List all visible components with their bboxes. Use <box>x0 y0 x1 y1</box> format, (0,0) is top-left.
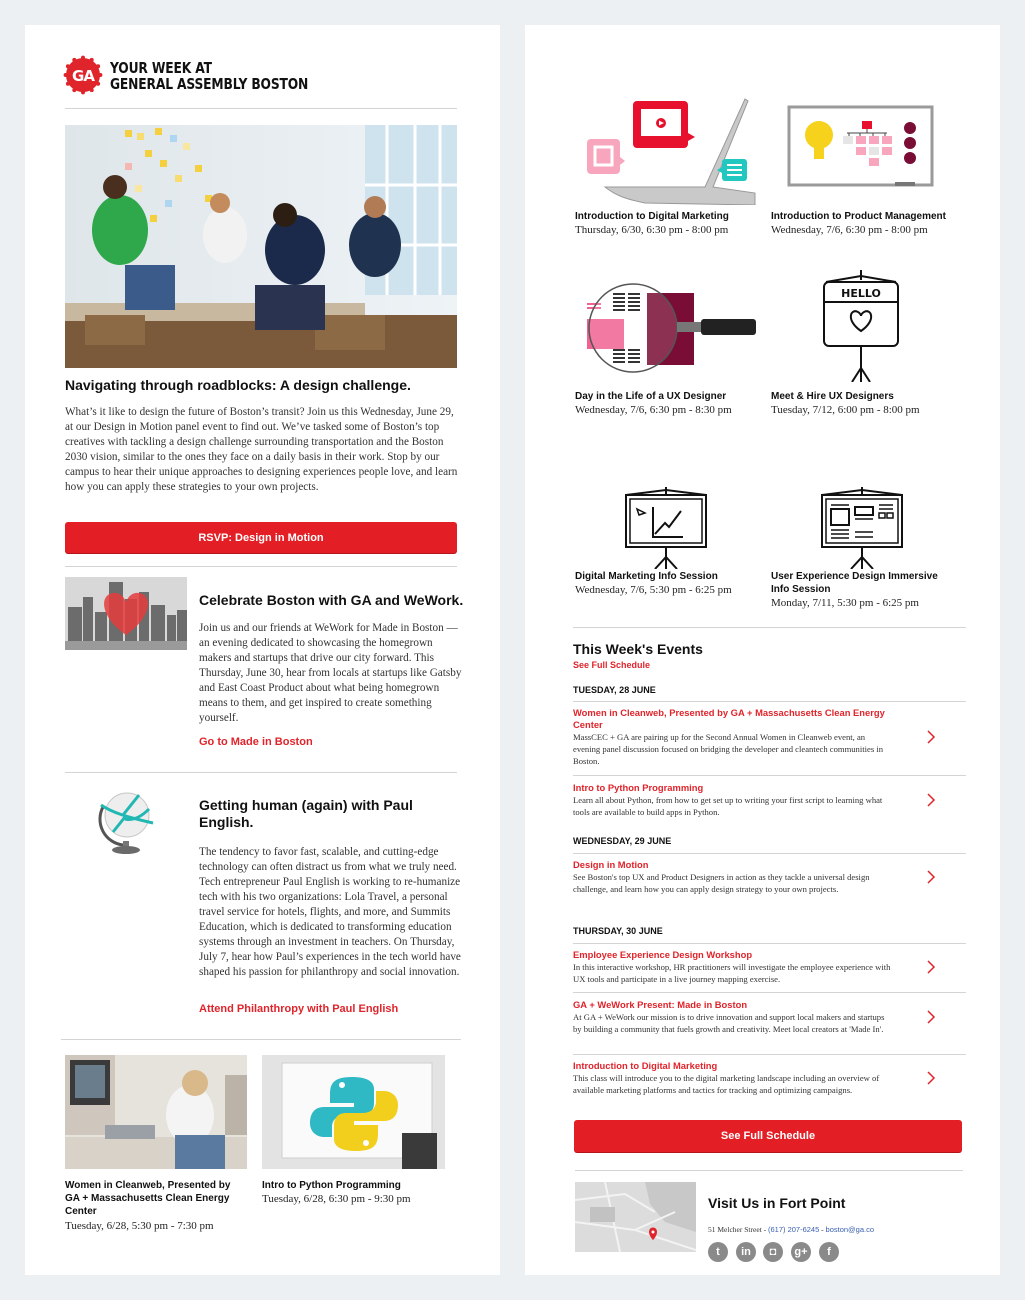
divider <box>61 1039 461 1040</box>
featured-event-title[interactable]: Introduction to Product Management <box>771 211 946 222</box>
featured-event-title[interactable]: Day in the Life of a UX Designer <box>575 391 727 402</box>
feature-body: What’s it like to design the future of Boston’s transit? Join us this Wednesday, June 29, at our Design in Motion panel event to find out. We’ve tasked some of Boston’s top creatives with tackling a design challenge surrounding transportation and the Boston 2030 vision, similar to the ones they face on a daily basis in their work. Stop by our campus to hear their unique approaches to designing experiences people love, and learn how you can apply these strategies to your own projects. <box>65 406 458 493</box>
rsvp-design-in-motion-button[interactable]: RSVP: Design in Motion <box>65 522 457 553</box>
svg-text:GA: GA <box>72 67 94 85</box>
event-title[interactable]: Employee Experience Design Workshop <box>573 949 753 960</box>
header-title-line2: GENERAL ASSEMBLY BOSTON <box>110 75 309 93</box>
day-heading: THURSDAY, 30 JUNE <box>573 926 663 936</box>
right-column <box>525 25 1000 1275</box>
python-logo-photo[interactable] <box>262 1055 445 1169</box>
left-column <box>25 25 500 1275</box>
day-heading: WEDNESDAY, 29 JUNE <box>573 836 672 846</box>
boston-skyline-heart-thumbnail[interactable] <box>65 577 187 650</box>
women-in-cleanweb-photo[interactable] <box>65 1055 247 1169</box>
go-to-made-in-boston-link[interactable]: Go to Made in Boston <box>199 736 313 748</box>
divider <box>573 627 966 628</box>
event-description: At GA + WeWork our mission is to drive innovation and support local makers and startups by building a community that fuels growth and creativity. Meet local creators at 'Made In'. <box>573 1012 885 1034</box>
story-body-made-in-boston: Join us and our friends at WeWork for Made in Boston — an evening dedicated to showcasing the homegrown makers and startups that drive our city forward. This Thursday, June 30, hear from locals at startups like Gatsby and East Coast Product about what being homegrown means to them, and get inspired to create something yourself. <box>199 622 462 724</box>
featured-event-title[interactable]: Digital Marketing Info Session <box>575 571 718 582</box>
contact-line: 51 Melcher Street - (617) 207-6245 - boston@ga.co <box>708 1225 875 1234</box>
header-title-line1: YOUR WEEK AT <box>110 59 212 77</box>
event-row[interactable] <box>573 1060 966 1096</box>
divider <box>573 701 966 702</box>
chevron-right-icon[interactable] <box>926 1009 936 1025</box>
day-heading: TUESDAY, 28 JUNE <box>573 685 656 695</box>
event-title[interactable]: Introduction to Digital Marketing <box>573 1060 718 1071</box>
svg-text:HELLO: HELLO <box>841 287 881 300</box>
event-row[interactable] <box>573 999 966 1035</box>
hello-easel-icon[interactable] <box>820 270 902 382</box>
featured-event-date: Wednesday, 7/6, 6:30 pm - 8:00 pm <box>771 224 928 236</box>
attend-philanthropy-link[interactable]: Attend Philanthropy with Paul English <box>199 1003 399 1015</box>
laptop-chat-icon[interactable] <box>585 95 760 205</box>
linkedin-icon[interactable]: in <box>736 1242 756 1262</box>
featured-event-title[interactable]: Meet & Hire UX Designers <box>771 391 894 402</box>
event-row[interactable] <box>573 949 966 985</box>
event-description: MassCEC + GA are pairing up for the Second Annual Women in Cleanweb event, an evening panel discussion focused on bridging the developer and cleantech communities in Boston. <box>573 732 884 766</box>
address: 51 Melcher Street <box>708 1225 762 1234</box>
header-title <box>110 60 308 92</box>
see-full-schedule-button[interactable]: See Full Schedule <box>574 1120 962 1152</box>
divider <box>573 853 966 854</box>
ga-logo-icon <box>63 55 103 95</box>
event-description: In this interactive workshop, HR practitioners will investigate the employee experience with UX tools and participate in a live journey mapping exercise. <box>573 962 891 984</box>
chevron-right-icon[interactable] <box>926 729 936 745</box>
featured-event-date: Wednesday, 7/6, 5:30 pm - 6:25 pm <box>575 584 732 596</box>
card-title-women-in-cleanweb[interactable]: Women in Cleanweb, Presented by GA + Massachusetts Clean Energy Center <box>65 1180 231 1217</box>
magnifying-glass-icon[interactable] <box>585 275 760 385</box>
divider <box>575 1170 963 1171</box>
story-title-made-in-boston: Celebrate Boston with GA and WeWork. <box>199 592 464 608</box>
instagram-icon[interactable]: ◘ <box>763 1242 783 1262</box>
divider <box>573 943 966 944</box>
story-body-paul-english: The tendency to favor fast, scalable, and cutting-edge technology can often distract us from what we truly need. Tech entrepreneur Paul English is working to re-humanize tech with his two organizations: Lola Travel, a personal travel service for hotels, flights, and more, and Summits Education, which is dedicated to transforming education systems through an investment in teachers. On Thursday, July 7, hear how Paul’s experiences in the tech world have shaped his passion for philanthropy and social innovation. <box>199 846 461 978</box>
phone-link[interactable]: (617) 207-6245 <box>767 1225 820 1234</box>
featured-event-date: Wednesday, 7/6, 6:30 pm - 8:30 pm <box>575 404 732 416</box>
chevron-right-icon[interactable] <box>926 959 936 975</box>
featured-event-date: Monday, 7/11, 5:30 pm - 6:25 pm <box>771 597 919 609</box>
featured-event-title[interactable]: User Experience Design Immersive Info Session <box>771 571 938 595</box>
chevron-right-icon[interactable] <box>926 792 936 808</box>
feature-title: Navigating through roadblocks: A design challenge. <box>65 377 411 393</box>
easel-chart-icon[interactable] <box>625 487 707 569</box>
facebook-icon[interactable]: f <box>819 1242 839 1262</box>
google-plus-icon[interactable]: g+ <box>791 1242 811 1262</box>
event-row[interactable] <box>573 782 966 818</box>
see-full-schedule-link[interactable]: See Full Schedule <box>573 660 651 670</box>
divider <box>65 772 457 773</box>
whiteboard-lightbulb-icon[interactable] <box>787 105 937 187</box>
event-title[interactable]: GA + WeWork Present: Made in Boston <box>573 999 748 1010</box>
event-row[interactable] <box>573 707 966 767</box>
card-date-python: Tuesday, 6/28, 6:30 pm - 9:30 pm <box>262 1193 411 1205</box>
fort-point-map[interactable] <box>575 1182 696 1252</box>
footer-title: Visit Us in Fort Point <box>708 1195 846 1211</box>
hero-photo[interactable] <box>65 125 457 368</box>
event-title[interactable]: Intro to Python Programming <box>573 782 704 793</box>
schedule-title: This Week's Events <box>573 641 703 657</box>
chevron-right-icon[interactable] <box>926 1070 936 1086</box>
chevron-right-icon[interactable] <box>926 869 936 885</box>
event-title[interactable]: Women in Cleanweb, Presented by GA + Massachusetts Clean Energy Center <box>573 707 885 730</box>
card-date-women-in-cleanweb: Tuesday, 6/28, 5:30 pm - 7:30 pm <box>65 1220 214 1232</box>
twitter-icon[interactable]: t <box>708 1242 728 1262</box>
divider <box>65 566 457 567</box>
divider <box>573 775 966 776</box>
card-title-python[interactable]: Intro to Python Programming <box>262 1180 401 1191</box>
event-description: See Boston's top UX and Product Designers in action as they tackle a universal design challenge, and learn how you can apply design strategy to your own projects. <box>573 872 870 894</box>
globe-thumbnail[interactable] <box>93 787 157 857</box>
featured-event-date: Thursday, 6/30, 6:30 pm - 8:00 pm <box>575 224 729 236</box>
easel-wireframe-icon[interactable] <box>821 487 903 569</box>
event-title[interactable]: Design in Motion <box>573 859 649 870</box>
featured-event-title[interactable]: Introduction to Digital Marketing <box>575 211 729 222</box>
email-link[interactable]: boston@ga.co <box>825 1225 875 1234</box>
event-description: Learn all about Python, from how to get set up to writing your first script to learning what tools are available to build apps in Python. <box>573 795 883 817</box>
story-title-paul-english: Getting human (again) with Paul English. <box>199 797 413 830</box>
divider <box>573 1054 966 1055</box>
divider <box>573 992 966 993</box>
email-header <box>65 57 457 109</box>
event-description: This class will introduce you to the digital marketing landscape including an overview of available marketing platforms and tactics for tracking and optimizing campaigns. <box>573 1073 880 1095</box>
featured-event-date: Tuesday, 7/12, 6:00 pm - 8:00 pm <box>771 404 920 416</box>
event-row[interactable] <box>573 859 966 895</box>
